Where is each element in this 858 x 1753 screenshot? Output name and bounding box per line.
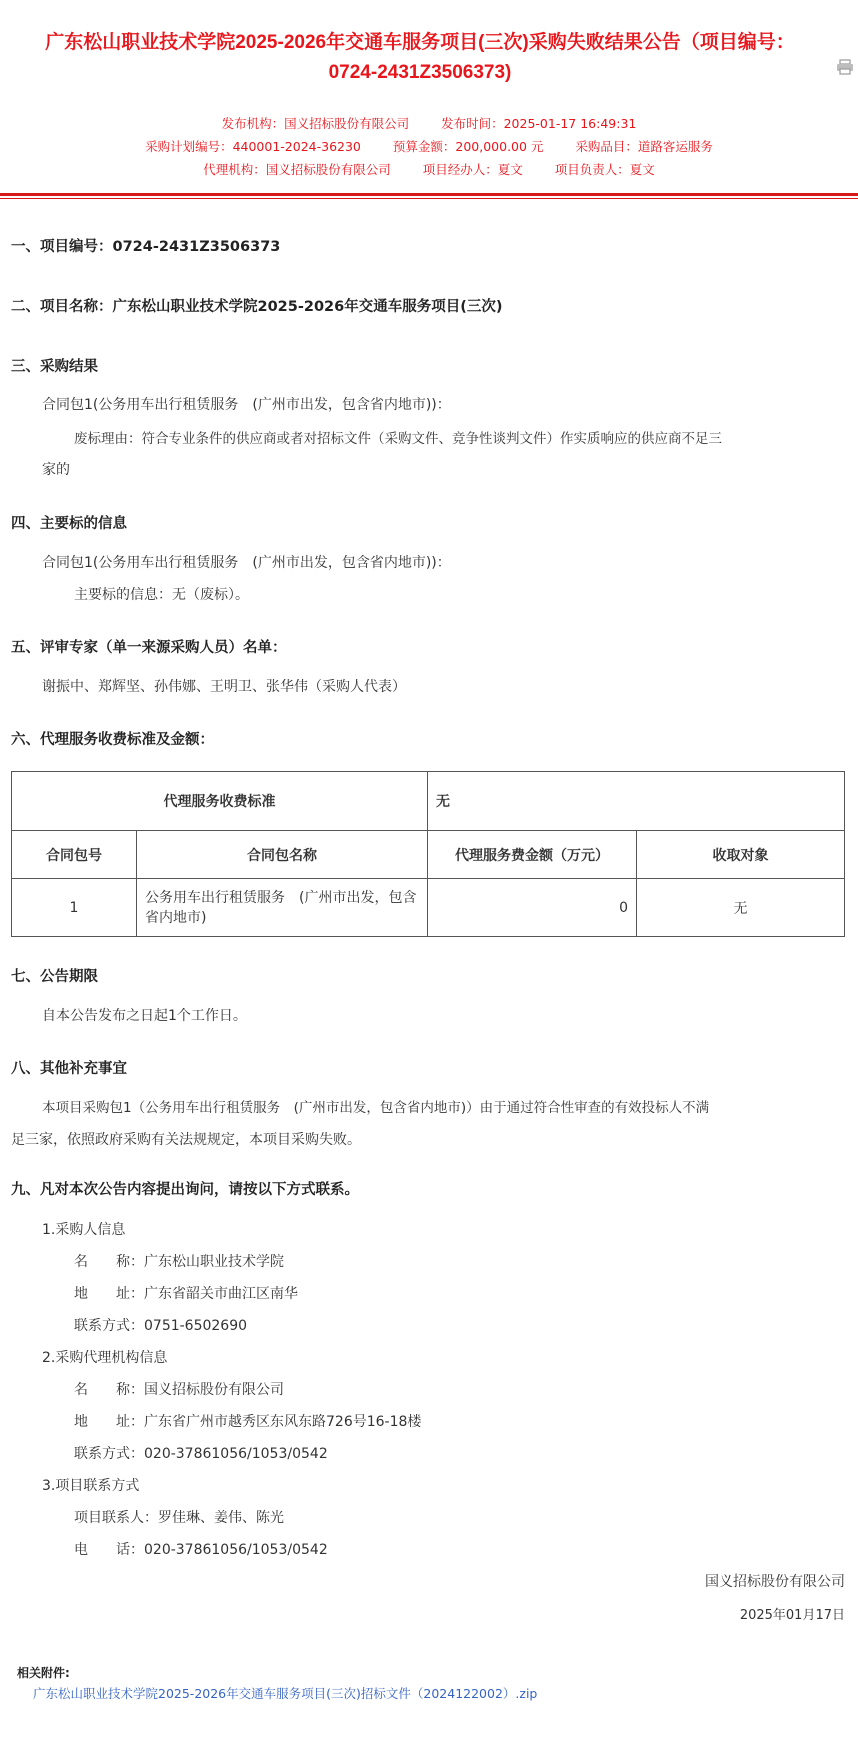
cell-amount: 0 xyxy=(428,879,637,937)
agent-heading: 2.采购代理机构信息 xyxy=(42,1350,168,1366)
agent-address: 地 址：广东省广州市越秀区东风东路726号16-18楼 xyxy=(74,1414,422,1430)
fee-standard-label: 代理服务收费标准 xyxy=(12,772,428,831)
section-subject-heading: 四、主要标的信息 xyxy=(11,516,127,532)
title-line-1: 广东松山职业技术学院2025-2026年交通车服务项目(三次)采购失败结果公告（项目编号： xyxy=(45,32,795,53)
agent-name: 名 称：国义招标股份有限公司 xyxy=(74,1382,284,1398)
title-line-2: 0724-2431Z3506373) xyxy=(328,62,512,83)
buyer-phone: 联系方式：0751-6502690 xyxy=(74,1318,248,1334)
subject-package: 合同包1(公务用车出行租赁服务 (广州市出发，包含省内地市))： xyxy=(42,555,451,571)
table-row xyxy=(12,879,845,937)
project-contact-heading: 3.项目联系方式 xyxy=(42,1478,140,1494)
section-result-heading: 三、采购结果 xyxy=(11,359,98,375)
section-supplement-heading: 八、其他补充事宜 xyxy=(11,1061,127,1077)
col-header-target: 收取对象 xyxy=(637,831,845,879)
fee-header-row xyxy=(12,831,845,879)
supplement-line-2: 足三家，依照政府采购有关法规规定，本项目采购失败。 xyxy=(11,1132,361,1148)
subject-info: 主要标的信息：无（废标）。 xyxy=(74,587,249,603)
header-divider-thin xyxy=(0,198,858,199)
header-divider-thick xyxy=(0,193,858,196)
period-text: 自本公告发布之日起1个工作日。 xyxy=(42,1008,247,1024)
publish-time: 发布时间：2025-01-17 16:49:31 xyxy=(441,116,637,131)
agent-phone: 联系方式：020-37861056/1053/0542 xyxy=(74,1446,328,1462)
section-experts-heading: 五、评审专家（单一来源采购人员）名单： xyxy=(11,640,287,656)
signature-date: 2025年01月17日 xyxy=(739,1608,845,1623)
section-project-number: 一、项目编号：0724-2431Z3506373 xyxy=(11,239,281,255)
col-header-amount: 代理服务费金额（万元） xyxy=(428,831,637,879)
result-reason-line-1: 废标理由：符合专业条件的供应商或者对招标文件（采购文件、竞争性谈判文件）作实质响应的供应商不足三 xyxy=(74,431,722,447)
result-reason-line-2: 家的 xyxy=(42,462,70,478)
section-contact-heading: 九、凡对本次公告内容提出询问，请按以下方式联系。 xyxy=(11,1182,359,1198)
meta-row-3 xyxy=(0,160,858,178)
attachments-label: 相关附件: xyxy=(17,1666,70,1680)
printer-icon[interactable] xyxy=(836,59,854,75)
section-fee-heading: 六、代理服务收费标准及金额： xyxy=(11,732,214,748)
buyer-name: 名 称：广东松山职业技术学院 xyxy=(74,1254,284,1270)
attachment-file-link[interactable]: 广东松山职业技术学院2025-2026年交通车服务项目(三次)招标文件（2024122002）.zip xyxy=(33,1686,538,1701)
fee-standard-value: 无 xyxy=(428,772,845,831)
col-header-package-name: 合同包名称 xyxy=(137,831,428,879)
cell-target: 无 xyxy=(637,879,845,937)
project-contact-person: 项目联系人：罗佳琳、姜伟、陈光 xyxy=(74,1510,284,1526)
agency: 代理机构：国义招标股份有限公司 xyxy=(203,162,391,177)
category: 采购品目：道路客运服务 xyxy=(575,139,713,154)
section-period-heading: 七、公告期限 xyxy=(11,969,98,985)
fee-table xyxy=(11,771,845,937)
plan-number: 采购计划编号：440001-2024-36230 xyxy=(145,139,361,154)
fee-standard-row xyxy=(12,772,845,831)
meta-row-1 xyxy=(0,114,858,132)
buyer-heading: 1.采购人信息 xyxy=(42,1222,126,1238)
announcement-title xyxy=(20,28,820,88)
cell-package-no: 1 xyxy=(12,879,137,937)
project-contact-phone: 电 话：020-37861056/1053/0542 xyxy=(74,1542,328,1558)
signature-company: 国义招标股份有限公司 xyxy=(705,1574,845,1590)
col-header-package-no: 合同包号 xyxy=(12,831,137,879)
result-package: 合同包1(公务用车出行租赁服务 (广州市出发，包含省内地市))： xyxy=(42,397,451,413)
meta-row-2 xyxy=(0,137,858,155)
supplement-line-1: 本项目采购包1（公务用车出行租赁服务 (广州市出发，包含省内地市)）由于通过符合性审查的有效投标人不满 xyxy=(42,1100,710,1116)
buyer-address: 地 址：广东省韶关市曲江区南华 xyxy=(74,1286,298,1302)
publisher: 发布机构：国义招标股份有限公司 xyxy=(221,116,410,131)
budget: 预算金额：200,000.00 元 xyxy=(392,139,544,154)
section-project-name: 二、项目名称：广东松山职业技术学院2025-2026年交通车服务项目(三次) xyxy=(11,299,503,315)
handler: 项目经办人：夏文 xyxy=(422,162,523,177)
project-lead: 项目负责人：夏文 xyxy=(554,162,655,177)
cell-package-name: 公务用车出行租赁服务 (广州市出发，包含省内地市) xyxy=(137,879,428,937)
experts-list: 谢振中、郑辉坚、孙伟娜、王明卫、张华伟（采购人代表） xyxy=(42,679,406,695)
